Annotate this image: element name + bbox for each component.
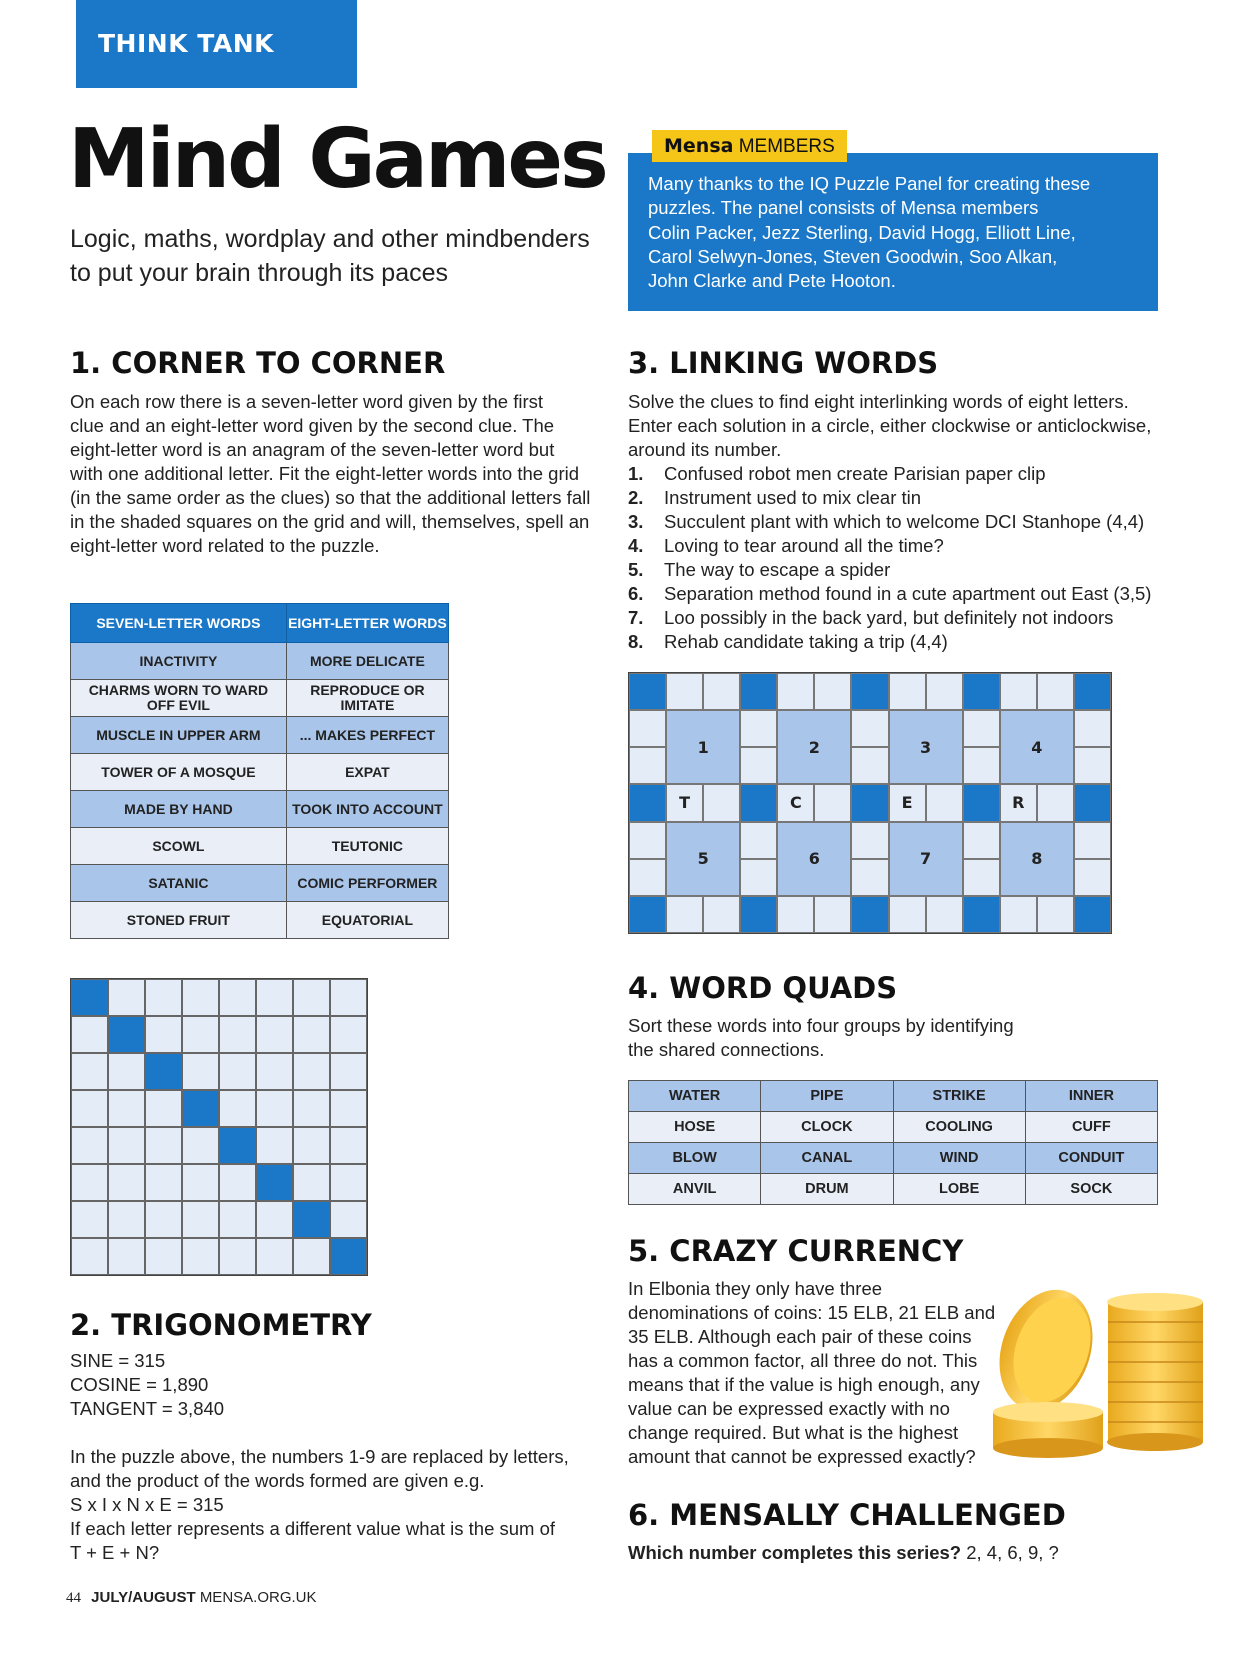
table-cell: ANVIL <box>629 1174 761 1205</box>
grid-cell[interactable] <box>963 822 1000 859</box>
shaded-cell[interactable] <box>851 784 888 821</box>
text-line: eight-letter word is an anagram of the seven-letter word but <box>70 439 555 460</box>
grid-cell[interactable] <box>293 1164 330 1201</box>
grid-cell[interactable] <box>182 1238 219 1275</box>
grid-cell[interactable] <box>926 896 963 933</box>
grid-cell[interactable] <box>926 673 963 710</box>
table-row <box>71 754 449 791</box>
grid-cell[interactable] <box>71 1164 108 1201</box>
grid-cell[interactable] <box>963 859 1000 896</box>
text-line: eight-letter word related to the puzzle. <box>70 535 380 556</box>
text-line: 35 ELB. Although each pair of these coins <box>628 1326 972 1347</box>
grid-cell[interactable] <box>219 1090 256 1127</box>
clue-number: 7. <box>628 607 644 628</box>
page-footer <box>66 1589 317 1607</box>
table-cell: SCOWL <box>71 828 287 865</box>
mensa-members-tag <box>652 130 847 162</box>
grid-cell[interactable] <box>108 979 145 1016</box>
table-row <box>629 1174 1158 1205</box>
text-line: (in the same order as the clues) so that the additional letters fall <box>70 487 591 508</box>
clue-text: Loving to tear around all the time? <box>664 535 944 556</box>
grid-cell[interactable] <box>814 784 851 821</box>
grid-cell[interactable] <box>1074 822 1111 859</box>
credit-line: Carol Selwyn-Jones, Steven Goodwin, Soo Alkan, <box>648 245 1058 267</box>
shaded-cell[interactable] <box>1074 896 1111 933</box>
grid-cell[interactable] <box>293 1090 330 1127</box>
circle-center-number: 1 <box>666 710 740 784</box>
text-line: Sort these words into four groups by identifying <box>628 1015 1014 1036</box>
text-line: denominations of coins: 15 ELB, 21 ELB and <box>628 1302 996 1323</box>
text-line: On each row there is a seven-letter word given by the first <box>70 391 543 412</box>
table-cell: COOLING <box>893 1112 1025 1143</box>
text-line: has a common factor, all three do not. This <box>628 1350 978 1371</box>
table-cell: INNER <box>1025 1081 1157 1112</box>
grid-cell[interactable] <box>182 1053 219 1090</box>
grid-cell[interactable] <box>293 1016 330 1053</box>
grid-cell[interactable] <box>740 859 777 896</box>
table-row <box>71 902 449 939</box>
clue-list <box>628 462 1188 654</box>
shaded-cell[interactable] <box>182 1090 219 1127</box>
given-letter-cell[interactable]: R <box>1000 784 1037 821</box>
grid-cell[interactable] <box>219 1016 256 1053</box>
table-row <box>71 791 449 828</box>
grid-cell[interactable] <box>293 979 330 1016</box>
text-line: S x I x N x E = 315 <box>70 1494 224 1515</box>
grid-cell[interactable] <box>629 747 666 784</box>
page-subtitle: Logic, maths, wordplay and other mindbenders to put your brain through its paces <box>70 225 590 287</box>
puzzle2-text <box>70 1349 630 1565</box>
grid-cell[interactable] <box>703 673 740 710</box>
circle-center-number: 6 <box>777 822 851 896</box>
grid-cell[interactable] <box>71 1127 108 1164</box>
shaded-cell[interactable] <box>740 784 777 821</box>
text-line: clue and an eight-letter word given by the second clue. The <box>70 415 555 436</box>
grid-cell[interactable] <box>889 896 926 933</box>
clue-number: 3. <box>628 511 644 532</box>
text-line: Enter each solution in a circle, either clockwise or anticlockwise, <box>628 415 1152 436</box>
circle-center-number: 2 <box>777 710 851 784</box>
grid-cell[interactable] <box>256 1238 293 1275</box>
shaded-cell[interactable] <box>963 896 1000 933</box>
grid-cell[interactable] <box>71 1238 108 1275</box>
grid-cell[interactable] <box>629 710 666 747</box>
table-cell: REPRODUCE OR IMITATE <box>286 680 448 717</box>
text-line: In the puzzle above, the numbers 1-9 are replaced by letters, <box>70 1446 569 1467</box>
gold-coins-image <box>988 1262 1213 1462</box>
text-line: Solve the clues to find eight interlinking words of eight letters. <box>628 391 1129 412</box>
shaded-cell[interactable] <box>629 673 666 710</box>
grid-cell[interactable] <box>740 822 777 859</box>
section-tag: THINK TANK <box>76 0 357 88</box>
table-cell: WIND <box>893 1143 1025 1174</box>
list-item <box>628 462 1188 486</box>
shaded-cell[interactable] <box>740 673 777 710</box>
shaded-cell[interactable] <box>851 896 888 933</box>
grid-cell[interactable] <box>330 1164 367 1201</box>
grid-cell[interactable] <box>182 1016 219 1053</box>
table-cell: CUFF <box>1025 1112 1157 1143</box>
circle-center-number: 4 <box>1000 710 1074 784</box>
grid-cell[interactable] <box>330 1201 367 1238</box>
puzzle1-heading: 1. CORNER TO CORNER <box>70 346 446 380</box>
puzzle5-text <box>628 1277 1008 1469</box>
text-line: in the shaded squares on the grid and will, themselves, spell an <box>70 511 590 532</box>
list-item <box>628 582 1188 606</box>
table-cell: BLOW <box>629 1143 761 1174</box>
grid-cell[interactable] <box>926 784 963 821</box>
credit-line: Many thanks to the IQ Puzzle Panel for creating these <box>648 173 1091 194</box>
shaded-cell[interactable] <box>1074 784 1111 821</box>
table-cell: SOCK <box>1025 1174 1157 1205</box>
corner-clue-table <box>70 603 449 939</box>
grid-cell[interactable] <box>145 1164 182 1201</box>
table-cell: EQUATORIAL <box>286 902 448 939</box>
clue-number: 1. <box>628 463 644 484</box>
grid-cell[interactable] <box>256 1016 293 1053</box>
shaded-cell[interactable] <box>256 1164 293 1201</box>
text-line: amount that cannot be expressed exactly? <box>628 1446 976 1467</box>
grid-cell[interactable] <box>108 1201 145 1238</box>
table-cell: MADE BY HAND <box>71 791 287 828</box>
grid-cell[interactable] <box>814 673 851 710</box>
table-row <box>71 643 449 680</box>
equation: TANGENT = 3,840 <box>70 1398 225 1419</box>
table-cell: HOSE <box>629 1112 761 1143</box>
shaded-cell[interactable] <box>219 1127 256 1164</box>
table-row <box>71 717 449 754</box>
given-letter-cell[interactable]: E <box>889 784 926 821</box>
shaded-cell[interactable] <box>71 979 108 1016</box>
clue-number: 2. <box>628 487 644 508</box>
grid-cell[interactable] <box>1037 673 1074 710</box>
grid-cell[interactable] <box>629 822 666 859</box>
grid-cell[interactable] <box>851 859 888 896</box>
text-line: change required. But what is the highest <box>628 1422 959 1443</box>
grid-cell[interactable] <box>293 1053 330 1090</box>
grid-cell[interactable] <box>330 979 367 1016</box>
grid-cell[interactable] <box>740 710 777 747</box>
grid-cell[interactable] <box>256 1090 293 1127</box>
shaded-cell[interactable] <box>1074 673 1111 710</box>
grid-cell[interactable] <box>145 1201 182 1238</box>
grid-cell[interactable] <box>1037 784 1074 821</box>
grid-cell[interactable] <box>108 1164 145 1201</box>
shaded-cell[interactable] <box>963 784 1000 821</box>
table-cell: EXPAT <box>286 754 448 791</box>
series-text: 2, 4, 6, 9, ? <box>966 1542 1059 1563</box>
text-line: the shared connections. <box>628 1039 825 1060</box>
circle-center-number: 5 <box>666 822 740 896</box>
text-line: value can be expressed exactly with no <box>628 1398 950 1419</box>
grid-cell[interactable] <box>330 1090 367 1127</box>
issue-label: JULY/AUGUST <box>91 1589 196 1606</box>
clue-number: 4. <box>628 535 644 556</box>
grid-cell[interactable] <box>740 747 777 784</box>
table-cell: CONDUIT <box>1025 1143 1157 1174</box>
circle-center-number: 7 <box>889 822 963 896</box>
table-cell: CHARMS WORN TO WARD OFF EVIL <box>71 680 287 717</box>
grid-cell[interactable] <box>219 979 256 1016</box>
shaded-cell[interactable] <box>851 673 888 710</box>
shaded-cell[interactable] <box>145 1053 182 1090</box>
clue-text: Loo possibly in the back yard, but definitely not indoors <box>664 607 1114 628</box>
shaded-cell[interactable] <box>963 673 1000 710</box>
grid-cell[interactable] <box>145 1016 182 1053</box>
grid-cell[interactable] <box>256 1127 293 1164</box>
text-line: around its number. <box>628 439 782 460</box>
grid-cell[interactable] <box>666 673 703 710</box>
page-title: Mind Games <box>68 112 606 207</box>
circle-center-number: 3 <box>889 710 963 784</box>
grid-cell[interactable] <box>108 1090 145 1127</box>
text-line: In Elbonia they only have three <box>628 1278 883 1299</box>
grid-cell[interactable] <box>108 1053 145 1090</box>
table-cell: INACTIVITY <box>71 643 287 680</box>
table-cell: ... MAKES PERFECT <box>286 717 448 754</box>
text-line: T + E + N? <box>70 1542 160 1563</box>
grid-cell[interactable] <box>256 1053 293 1090</box>
clue-text: Separation method found in a cute apartment out East (3,5) <box>664 583 1152 604</box>
grid-cell[interactable] <box>1037 896 1074 933</box>
puzzle1-instructions <box>70 390 610 558</box>
grid-cell[interactable] <box>256 979 293 1016</box>
clue-text: Succulent plant with which to welcome DCI Stanhope (4,4) <box>664 511 1145 532</box>
mensa-brand: Mensa <box>664 135 734 157</box>
list-item <box>628 606 1188 630</box>
clue-number: 6. <box>628 583 644 604</box>
grid-cell[interactable] <box>219 1201 256 1238</box>
grid-cell[interactable] <box>851 710 888 747</box>
grid-cell[interactable] <box>1074 710 1111 747</box>
grid-cell[interactable] <box>330 1016 367 1053</box>
grid-cell[interactable] <box>330 1127 367 1164</box>
puzzle3-text <box>628 390 1188 654</box>
text-line: with one additional letter. Fit the eight-letter words into the grid <box>70 463 580 484</box>
grid-cell[interactable] <box>182 979 219 1016</box>
grid-cell[interactable] <box>777 896 814 933</box>
site-label: MENSA.ORG.UK <box>199 1589 317 1606</box>
grid-cell[interactable] <box>71 1201 108 1238</box>
grid-cell[interactable] <box>108 1238 145 1275</box>
credit-line: Colin Packer, Jezz Sterling, David Hogg, Elliott Line, <box>648 221 1076 243</box>
equation: SINE = 315 <box>70 1350 166 1371</box>
grid-cell[interactable] <box>851 822 888 859</box>
grid-cell[interactable] <box>71 1016 108 1053</box>
puzzle3-heading: 3. LINKING WORDS <box>628 346 939 380</box>
table-row <box>629 1112 1158 1143</box>
table-row <box>71 680 449 717</box>
table-row <box>629 1081 1158 1112</box>
grid-cell[interactable] <box>814 896 851 933</box>
list-item <box>628 558 1188 582</box>
table-cell: MORE DELICATE <box>286 643 448 680</box>
table-cell: PIPE <box>761 1081 893 1112</box>
grid-cell[interactable] <box>219 1164 256 1201</box>
grid-cell[interactable] <box>256 1201 293 1238</box>
table-cell: WATER <box>629 1081 761 1112</box>
credit-line: puzzles. The panel consists of Mensa members <box>648 197 1039 219</box>
table-cell: DRUM <box>761 1174 893 1205</box>
grid-cell[interactable] <box>666 896 703 933</box>
grid-cell[interactable] <box>963 710 1000 747</box>
puzzle6-question <box>628 1541 1059 1565</box>
spacer <box>70 1421 630 1445</box>
circle-center-number: 8 <box>1000 822 1074 896</box>
text-line: means that if the value is high enough, any <box>628 1374 980 1395</box>
shaded-cell[interactable] <box>330 1238 367 1275</box>
grid-cell[interactable] <box>1074 747 1111 784</box>
table-cell: MUSCLE IN UPPER ARM <box>71 717 287 754</box>
shaded-cell[interactable] <box>629 784 666 821</box>
grid-cell[interactable] <box>71 1053 108 1090</box>
shaded-cell[interactable] <box>629 896 666 933</box>
table-cell: STRIKE <box>893 1081 1025 1112</box>
list-item <box>628 486 1188 510</box>
grid-cell[interactable] <box>851 747 888 784</box>
clue-text: Rehab candidate taking a trip (4,4) <box>664 631 948 652</box>
clue-text: Instrument used to mix clear tin <box>664 487 922 508</box>
table-cell: LOBE <box>893 1174 1025 1205</box>
table-cell: COMIC PERFORMER <box>286 865 448 902</box>
grid-cell[interactable] <box>293 1127 330 1164</box>
grid-cell[interactable] <box>182 1164 219 1201</box>
list-item <box>628 510 1188 534</box>
given-letter-cell[interactable]: C <box>777 784 814 821</box>
shaded-cell[interactable] <box>293 1201 330 1238</box>
grid-cell[interactable] <box>963 747 1000 784</box>
table-row <box>629 1143 1158 1174</box>
grid-cell[interactable] <box>145 979 182 1016</box>
table-cell: CANAL <box>761 1143 893 1174</box>
puzzle4-text <box>628 1014 1148 1062</box>
clue-number: 8. <box>628 631 644 652</box>
table-cell: TOOK INTO ACCOUNT <box>286 791 448 828</box>
puzzle4-heading: 4. WORD QUADS <box>628 971 898 1005</box>
table-cell: TOWER OF A MOSQUE <box>71 754 287 791</box>
grid-cell[interactable] <box>629 859 666 896</box>
grid-cell[interactable] <box>71 1090 108 1127</box>
clue-number: 5. <box>628 559 644 580</box>
grid-cell[interactable] <box>703 896 740 933</box>
grid-cell[interactable] <box>777 673 814 710</box>
given-letter-cell[interactable]: T <box>666 784 703 821</box>
text-line: If each letter represents a different value what is the sum of <box>70 1518 556 1539</box>
shaded-cell[interactable] <box>740 896 777 933</box>
word-quads-table <box>628 1080 1158 1205</box>
equation: COSINE = 1,890 <box>70 1374 209 1395</box>
grid-cell[interactable] <box>293 1238 330 1275</box>
table-row <box>71 828 449 865</box>
puzzle5-heading: 5. CRAZY CURRENCY <box>628 1234 964 1268</box>
grid-cell[interactable] <box>1000 673 1037 710</box>
linking-words-grid[interactable] <box>628 672 1112 934</box>
grid-cell[interactable] <box>145 1090 182 1127</box>
table-cell: STONED FRUIT <box>71 902 287 939</box>
mensa-tag-label: MEMBERS <box>738 136 835 157</box>
grid-cell[interactable] <box>703 784 740 821</box>
page-number: 44 <box>66 1590 81 1606</box>
table-header: SEVEN-LETTER WORDS <box>71 604 287 643</box>
credit-line: John Clarke and Pete Hooton. <box>648 270 896 292</box>
table-cell: SATANIC <box>71 865 287 902</box>
grid-cell[interactable] <box>219 1238 256 1275</box>
table-cell: TEUTONIC <box>286 828 448 865</box>
grid-cell[interactable] <box>108 1127 145 1164</box>
grid-cell[interactable] <box>1074 859 1111 896</box>
grid-cell[interactable] <box>889 673 926 710</box>
corner-answer-grid[interactable] <box>70 978 368 1276</box>
list-item <box>628 630 1188 654</box>
text-line: and the product of the words formed are given e.g. <box>70 1470 485 1491</box>
grid-cell[interactable] <box>219 1053 256 1090</box>
puzzle6-heading: 6. MENSALLY CHALLENGED <box>628 1498 1066 1532</box>
grid-cell[interactable] <box>145 1238 182 1275</box>
clue-text: The way to escape a spider <box>664 559 891 580</box>
list-item <box>628 534 1188 558</box>
grid-cell[interactable] <box>182 1127 219 1164</box>
clue-text: Confused robot men create Parisian paper clip <box>664 463 1046 484</box>
grid-cell[interactable] <box>182 1201 219 1238</box>
mensa-credits <box>648 172 1138 293</box>
grid-cell[interactable] <box>330 1053 367 1090</box>
grid-cell[interactable] <box>1000 896 1037 933</box>
puzzle2-heading: 2. TRIGONOMETRY <box>70 1308 372 1342</box>
table-header: EIGHT-LETTER WORDS <box>286 604 448 643</box>
question-text: Which number completes this series? <box>628 1542 962 1563</box>
table-row <box>71 865 449 902</box>
shaded-cell[interactable] <box>108 1016 145 1053</box>
table-cell: CLOCK <box>761 1112 893 1143</box>
grid-cell[interactable] <box>145 1127 182 1164</box>
